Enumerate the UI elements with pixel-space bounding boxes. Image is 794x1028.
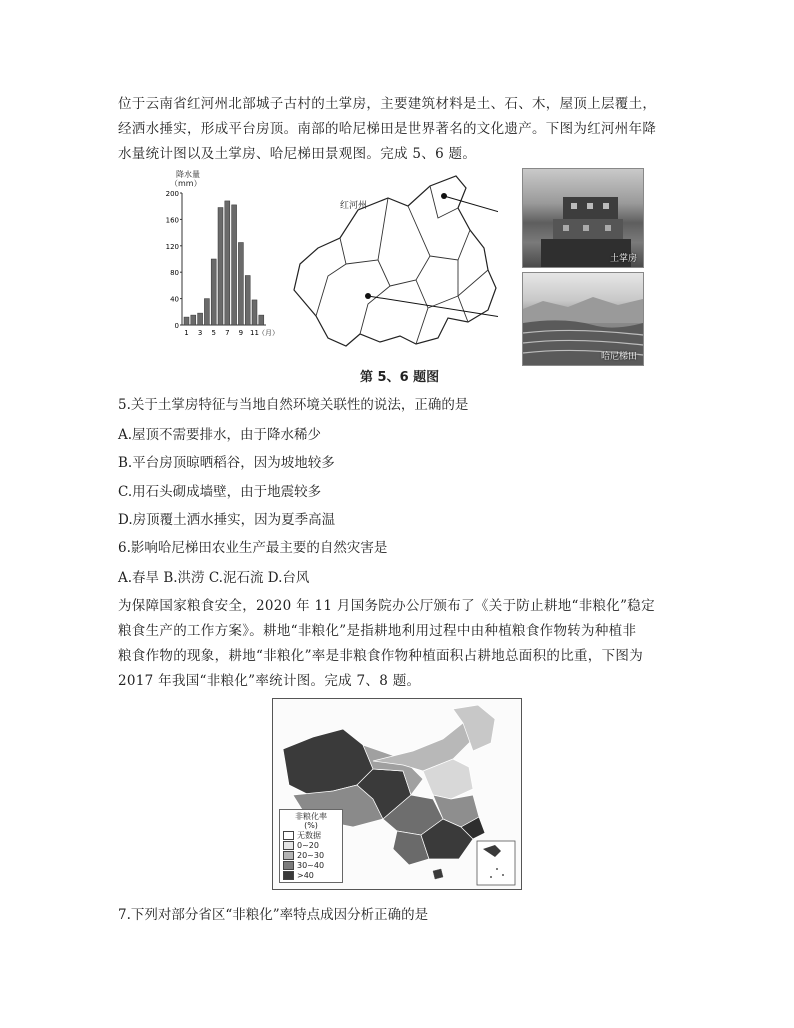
legend-item: 30~40: [283, 861, 339, 870]
tuzhangfang-photo: [522, 168, 644, 268]
bar-month-2: [191, 315, 196, 325]
legend-item: >40: [283, 871, 339, 880]
y-tick-label: 80: [170, 269, 179, 278]
figure-1-caption: 第 5、6 题图: [360, 370, 440, 385]
legend-item: 0~20: [283, 841, 339, 850]
intro2-line-4: 2017 年我国“非粮化”率统计图。完成 7、8 题。: [118, 673, 421, 689]
legend-unit: (%): [304, 821, 318, 830]
legend-swatch: [283, 841, 294, 850]
q5-option-c: C.用石头砌成墙壁，由于地震较多: [118, 484, 322, 500]
intro2-line-1: 为保障国家粮食安全，2020 年 11 月国务院办公厅颁布了《关于防止耕地“非粮化”稳定: [118, 598, 655, 614]
x-tick-label: 9: [238, 329, 244, 337]
x-tick-label: 7: [225, 329, 230, 337]
x-tick-label: 11: [250, 329, 259, 337]
bar-month-4: [204, 299, 209, 325]
intro-paragraph-1: [118, 92, 678, 167]
intro2-line-3: 粮食作物的现象，耕地“非粮化”率是非粮食作物种植面积占耕地总面积的比重，下图为: [118, 648, 644, 664]
chart-ylabel-1: 降水量: [176, 170, 200, 179]
legend-item: 无数据: [283, 831, 339, 840]
legend-item: 20~30: [283, 851, 339, 860]
y-tick-label: 0: [174, 322, 179, 330]
bar-month-7: [225, 201, 230, 325]
region-hainan: [433, 869, 443, 879]
q5-option-b: B.平台房顶晾晒稻谷，因为坡地较多: [118, 455, 335, 471]
q5-stem: 5.关于土掌房特征与当地自然环境关联性的说法，正确的是: [118, 397, 469, 413]
chart-ylabel-2: （mm）: [170, 179, 202, 188]
intro1-line-3: 水量统计图以及土掌房、哈尼梯田景观图。完成 5、6 题。: [118, 146, 477, 162]
x-tick-label: 5: [211, 329, 216, 337]
q5-option-d: D.房顶覆土洒水捶实，因为夏季高温: [118, 512, 336, 528]
intro1-line-1: 位于云南省红河州北部城子古村的土掌房，主要建筑材料是土、石、木，屋顶上层覆土，: [118, 96, 657, 112]
photo-label-tuzhangfang: 土掌房: [609, 254, 637, 264]
bar-month-1: [184, 317, 189, 325]
honghe-outline: [294, 176, 496, 346]
intro-paragraph-2: [118, 594, 678, 694]
map-label-honghe: 红河州: [340, 201, 368, 211]
q6-stem: 6.影响哈尼梯田农业生产最主要的自然灾害是: [118, 540, 388, 556]
bar-month-8: [232, 205, 237, 325]
intro2-line-2: 粮食生产的工作方案》。耕地“非粮化”是指耕地利用过程中由种植粮食作物转为种植非: [118, 623, 637, 639]
legend-swatch: [283, 861, 294, 870]
legend-swatch: [283, 851, 294, 860]
map-legend: [279, 809, 343, 883]
q7-stem: 7.下列对部分省区“非粮化”率特点成因分析正确的是: [118, 907, 429, 923]
bar-month-11: [252, 300, 257, 325]
photo-label-hani: 哈尼梯田: [600, 352, 637, 362]
non-grain-rate-map: [272, 698, 522, 890]
y-tick-label: 160: [165, 216, 179, 225]
bar-month-12: [259, 315, 264, 325]
bar-month-5: [211, 259, 216, 325]
x-tick-label: 1: [184, 329, 189, 337]
bar-month-9: [238, 243, 243, 326]
bar-month-6: [218, 208, 223, 325]
legend-swatch: [283, 871, 294, 880]
intro1-line-2: 经洒水捶实，形成平台房顶。南部的哈尼梯田是世界著名的文化遗产。下图为红河州年降: [118, 121, 657, 137]
q6-options: A.春旱 B.洪涝 C.泥石流 D.台风: [118, 570, 310, 586]
precipitation-chart: [160, 168, 290, 338]
chart-xlabel: （月）: [258, 329, 279, 337]
legend-swatch: [283, 831, 294, 840]
hani-terrace-photo: [522, 272, 644, 366]
y-tick-label: 200: [165, 190, 179, 198]
y-tick-label: 120: [165, 242, 179, 251]
y-tick-label: 40: [170, 295, 179, 304]
bar-month-10: [245, 276, 250, 326]
x-tick-label: 3: [197, 329, 203, 337]
legend-title: 非粮化率: [295, 812, 327, 821]
honghe-map: [288, 168, 498, 358]
q5-option-a: A.屋顶不需要排水，由于降水稀少: [118, 427, 322, 443]
bar-month-3: [198, 313, 203, 325]
